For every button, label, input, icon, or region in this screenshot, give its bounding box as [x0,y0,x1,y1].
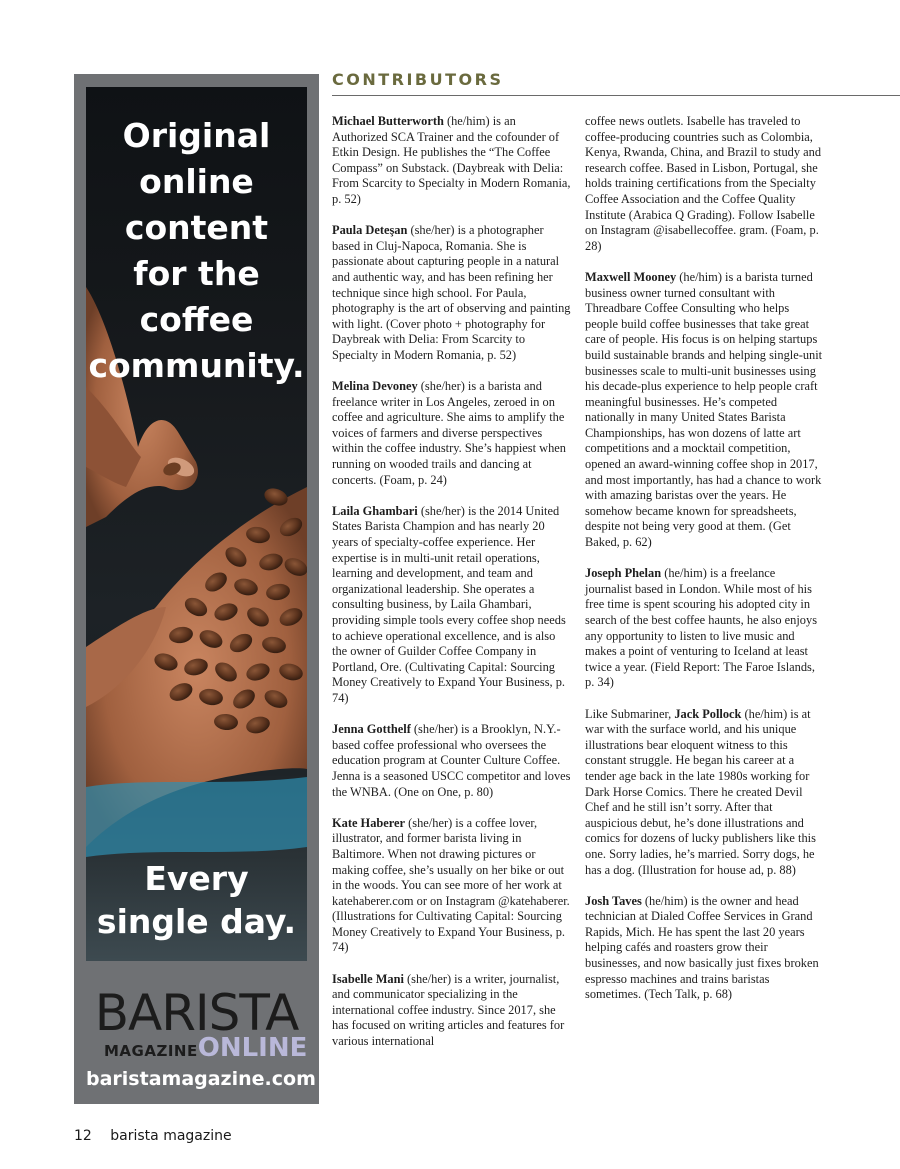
contributor-name: Michael Butterworth [332,114,444,128]
bio-text: (she/her) is a photographer based in Cluj-Napoca, Romania. She is passionate about capturing people in a natural and authentic way, and has been refining her technique since high school. For Paula, photography is the art of observing and painting with light. (Cover photo + photography for Daybreak with Delia: From Scarcity to Specialty in Modern Romania, p. 52) [332,223,571,362]
ad-headline-line: online [139,162,254,201]
page-footer [74,1128,232,1144]
contributor-bio [332,816,572,956]
bio-text: coffee news outlets. Isabelle has traveled to coffee-producing countries such as Colombia, Kenya, Rwanda, China, and Brazil to study and research coffee. Based in Lisbon, Portugal, she holds training certifications from the Specialty Coffee Association and the Coffee Quality Institute (Arabica Q Grading). Follow Isabelle on Instagram @isabellecoffee. gram. (Foam, p. 28) [585,114,822,253]
ad-photo-coffee-beans-hand [86,87,307,961]
contributor-bio [332,223,572,363]
ad-tagline-line: Every [144,859,249,898]
contributor-bio [332,379,572,488]
bio-text: (he/him) is an Authorized SCA Trainer and the cofounder of Etkin Design. He publishes the “The Coffee Compass” on Substack. (Daybreak with Delia: From Scarcity to Specialty in Modern Romania, p. 52) [332,114,571,206]
house-ad[interactable] [74,74,319,1104]
barista-magazine-online-logo [86,984,308,1063]
ad-tagline [86,857,307,943]
ad-headline-line: coffee [139,300,254,339]
contributor-bio [585,566,825,691]
contributor-name: Paula Deteşan [332,223,408,238]
contributor-bio [585,270,825,551]
ad-headline-line: for the [133,254,260,293]
ad-headline-line: community. [88,346,305,385]
ad-tagline-line: single day. [96,902,297,941]
contributor-name: Melina Devoney [332,379,418,394]
bio-text: (he/him) is at war with the surface world, and his unique illustrations bear eloquent witness to this constant struggle. He began his career at a tender age back in the late 1980s working for Dark Horse Comics. There he created Devil Chef and he still isn’t sorry. After that auspicious debut, he’s done illustrations and comics for dozens of lucky publishers like this one. Sorry ladies, he’s married. Sorry dogs, he has a dog. (Illustration for house ad, p. 88) [585,706,816,877]
contributor-name: Jenna Gotthelf [332,722,411,737]
contributor-bio [585,894,825,1003]
bio-text: (she/her) is a coffee lover, illustrator, and former barista living in Baltimore. When not drawing pictures or making coffee, she’s usually on her bike or out in the woods. You can see more of her work at katehaberer.com or on Instagram @katehaberer. (Illustrations for Cultivating Capital: Sourcing Money Creatively to Expand Your Business, p. 74) [332,815,570,955]
bio-text: (she/her) is a writer, journalist, and communicator specializing in the international coffee industry. Since 2017, she has focused on writing articles and features for various international [332,971,565,1049]
logo-wordmark: BARISTA [94,984,299,1042]
bio-text: (she/her) is a Brooklyn, N.Y.-based coffee professional who oversees the education program at Counter Culture Coffee. Jenna is a seasoned USCC competitor and loves the WNBA. (One on One, p. 80) [332,722,571,799]
page-number: 12 [74,1128,92,1144]
contributor-name: Joseph Phelan [585,566,662,581]
contributor-bio [332,504,572,707]
logo-magazine-text: MAGAZINE [104,1042,198,1060]
contributor-bio [332,114,572,208]
contributor-bio [332,972,572,1050]
logo-subline [86,1033,307,1063]
contributor-name: Maxwell Mooney [585,269,677,284]
contributor-name: Kate Haberer [332,815,406,830]
contributor-name: Josh Taves [585,893,642,908]
bio-text: (he/him) is the owner and head technician at Dialed Coffee Services in Grand Rapids, Mich. He has spent the last 20 years helping cafés and roasters grow their businesses, and now basically just fixes broken espresso machines and trains baristas sometimes. (Tech Talk, p. 68) [585,893,819,1002]
bio-text: (she/her) is the 2014 United States Barista Champion and has nearly 20 years of specialty-coffee experience. Her expertise is in multi-unit retail operations, learning and development, and team and organizational leadership. She operates a consulting business, by Laila Ghambari, providing simple tools every coffee shop needs to achieve operational excellence, and is also the owner of Guilder Coffee Company in Portland, Ore. (Cultivating Capital: Sourcing Money Creatively to Expand Your Business, p. 74) [332,503,566,705]
bio-lead: Like Submariner, [585,706,675,721]
ad-headline [86,113,307,389]
ad-headline-line: content [124,208,269,247]
contributor-name: Jack Pollock [674,706,742,721]
contributors-column-right [585,114,825,1018]
logo-online-text: ONLINE [197,1033,308,1063]
bio-text: (he/him) is a freelance journalist based in London. While most of his free time is spent scouring his adopted city in search of the best coffee haunts, he also enjoys any opportunity to listen to live music and makes a point of venturing to Iceland at least twice a year. (Field Report: The Faroe Islands, p. 34) [585,566,818,690]
ad-headline-line: Original [122,116,271,155]
header-divider [332,95,900,96]
contributor-bio [585,114,825,254]
publication-name: barista magazine [110,1128,232,1144]
ad-url-link[interactable]: baristamagazine.com [86,1068,316,1090]
bio-text: (she/her) is a barista and freelance writer in Los Angeles, zeroed in on coffee and agriculture. She aims to amplify the voices of farmers and diverse perspectives within the coffee industry. She’s happiest when running on wooded trails and dancing at concerts. (Foam, p. 24) [332,379,566,487]
contributor-name: Laila Ghambari [332,503,418,518]
contributors-column-left [332,114,572,1065]
contributor-name: Isabelle Mani [332,971,404,986]
section-title: CONTRIBUTORS [332,70,504,89]
bio-text: (he/him) is a barista turned business owner turned consultant with Threadbare Coffee Consulting who helps people build coffee businesses that take great care of people. His focus is on helping startups build sustainable brands and helping single-unit businesses scale to multi-unit businesses using his decade-plus experience to help people craft meaningful businesses. He’s competed nationally in many United States Barista Championships, has won dozens of latte art competitions and a mocktail competition, opened an award-winning coffee shop in 2017, and most importantly, has had a chance to work with amazing baristas over the years. He somehow became known for spreadsheets, despite not being very good at them. (Get Baked, p. 62) [585,269,823,550]
contributor-bio [332,722,572,800]
contributor-bio [585,707,825,879]
